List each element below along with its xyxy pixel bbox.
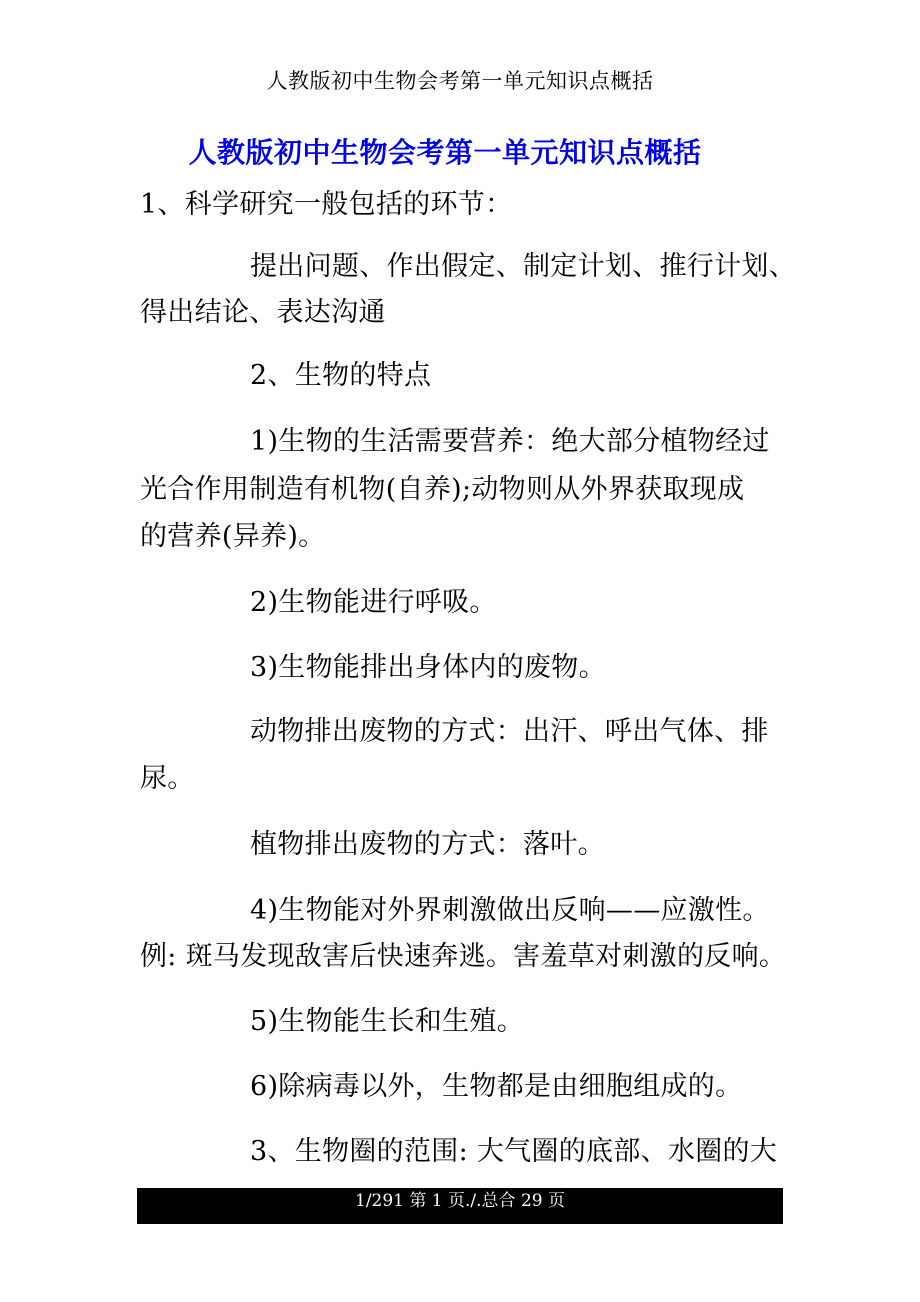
text-line: 1)生物的生活需要营养：绝大部分植物经过 (250, 426, 770, 457)
text-line: 5)生物能生长和生殖。 (250, 1006, 525, 1037)
text-line: 植物排出废物的方式：落叶。 (250, 829, 605, 860)
text-line: 3)生物能排出身体内的废物。 (250, 652, 606, 683)
text-line: 例: 斑马发现敌害后快速奔逃。害羞草对刺激的反响。 (140, 941, 787, 972)
text-line: 2、生物的特点 (250, 360, 432, 391)
text-line: 的营养(异养)。 (140, 521, 326, 552)
text-line: 得出结论、表达沟通 (140, 297, 386, 328)
document-title: 人教版初中生物会考第一单元知识点概括 (188, 136, 702, 169)
text-line: 6)除病毒以外，生物都是由细胞组成的。 (250, 1071, 743, 1102)
text-line: 4)生物能对外界刺激做出反响——应激性。 (250, 895, 770, 926)
text-line: 光合作用制造有机物(自养);动物则从外界获取现成 (140, 474, 745, 505)
text-line: 3、生物圈的范围: 大气圈的底部、水圈的大 (250, 1136, 778, 1167)
text-line: 1、科学研究一般包括的环节： (140, 189, 513, 220)
text-line: 2)生物能进行呼吸。 (250, 587, 497, 618)
page-footer-bar (137, 1188, 783, 1224)
text-line: 动物排出废物的方式：出汗、呼出气体、排 (250, 716, 769, 747)
text-line: 尿。 (140, 763, 195, 794)
running-header: 人教版初中生物会考第一单元知识点概括 (266, 69, 654, 93)
text-line: 提出问题、作出假定、制定计划、推行计划、 (250, 251, 796, 282)
page-number-info: 1/291 第 1 页./.总合 29 页 (355, 1191, 565, 1211)
